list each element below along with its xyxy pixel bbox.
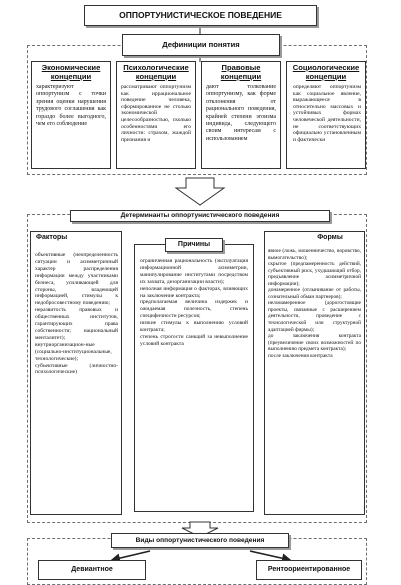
arrow-to-determinants: [176, 178, 224, 205]
arrow-to-rent: [250, 551, 290, 560]
causes-title: Причины: [165, 238, 223, 252]
sociological-concepts-text: определяют оппортунизм как социальное явление, выражающееся в относительно массовых и устойчивых формах человеческой деятельности, не соответствующих официально установленным и фактически: [293, 84, 361, 143]
determinants-header: Детерминанты оппортунистического поведения: [70, 210, 330, 222]
economic-concepts-title: Экономические концепции: [41, 63, 101, 81]
types-header: Виды оппортунистического поведения: [111, 533, 289, 548]
definitions-header: Дефиниции понятия: [122, 34, 280, 56]
factors-title: Факторы: [32, 233, 82, 245]
main-title: ОППОРТУНИСТИЧЕСКОЕ ПОВЕДЕНИЕ: [84, 5, 317, 26]
forms-title: Формы: [300, 233, 360, 245]
legal-concepts-title: Правовые концепции: [220, 63, 262, 81]
arrow-to-deviant: [112, 551, 150, 560]
deviant-box: Девиантное: [38, 560, 146, 580]
economic-concepts-text: характеризуют оппортунизм с точки зрения оценки нарушения трудового соглашения как гораздо более выгодного, чем его соблюдение: [36, 84, 106, 128]
rent-oriented-box: Рентоориентированное: [256, 560, 362, 580]
forms-text: явное (ложь, мошенничество, воровство, вымогательство); скрытое (предпамеренность действий, субъективный риск, ухудшающий отбор, предъявление асимметричной информации); донамеренное (отлынивание от работы, сознательный обман партнеров); неломамеренное (дорогостоящие проекты, связанные с расширением деятельности, проведение с технологической или структурной адаптацией фирмы); до заключения контракта (преувеличение своих возможностей по выполнению предмета контракта); после заключения контракта: [268, 248, 361, 359]
sociological-concepts-title: Социологические концепции: [292, 63, 360, 81]
factors-text: объективные (неопределенность ситуации и асимметричный характер распределения информации между участниками бизнеса, усиливающей для стороны, владеющей информацией, стимулы к недобросовестному поведению; неразвитость правовых и общественных институтов, гарантирующих права собственности; национальный менталитет); внутриорганизацион-ные (социально-институциональные, технологические); субъективные (личностно-психологические): [35, 252, 118, 376]
legal-concepts-text: дают толкование оппортунизму, как форме отклонения от рационального поведения, крайней степени эгоизма индивида, следующего своим интересам с использованием: [206, 84, 276, 142]
psychological-concepts-text: рассматривают оппортунизм как иррациональное поведение человека, сформированное не столько экономической целесообразностью, сколько особенностями его личности: страхом, жаждой признания и: [121, 84, 191, 143]
psychological-concepts-title: Психологические концепции: [123, 63, 189, 81]
causes-text: ограниченная рациональность (эксплуатация информационной асимметрии, манипулирование институтами посредством их захвата, дезорганизации власти); неполная информация о факторах, влияющих на заключение контракта; предполагаемая величина издержек и ожидаемая полезность, степень специфичности ресурсов; низкие стимулы к выполнению условий контракта; степень строгости санкций за невыполнение условий контракта: [140, 258, 248, 347]
